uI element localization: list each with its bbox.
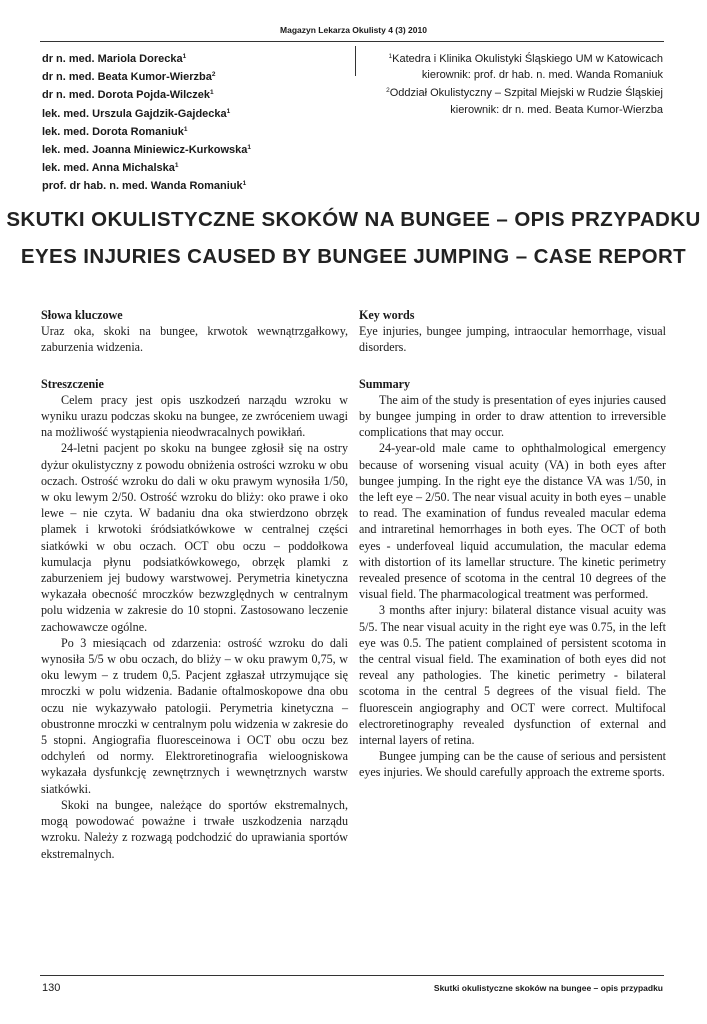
author: dr n. med. Dorota Pojda-Wilczek$^1$ bbox=[42, 89, 214, 102]
summary-paragraph: The aim of the study is presentation of eyes injuries caused by bungee jumping in order to draw attention to irreversible complications that may occur. bbox=[359, 392, 666, 440]
affiliation-line: $^1$Katedra i Klinika Okulistyki Śląskiego UM w Katowicach bbox=[388, 53, 663, 65]
author: dr n. med. Mariola Dorecka$^1$ bbox=[42, 53, 187, 65]
keywords-heading: Słowa kluczowe bbox=[41, 308, 123, 322]
keywords-text: Uraz oka, skoki na bungee, krwotok wewnątrzgałkowy, zaburzenia widzenia. bbox=[41, 324, 348, 355]
footer-rule bbox=[40, 975, 664, 976]
summary-paragraph: Po 3 miesiącach od zdarzenia: ostrość wzroku do dali wynosiła 5/5 w obu oczach, do bliży – w oku prawym 0,75, w oku lewym – z trudem 0,5. Pacjent zgłaszał utrzymujące się mroczki w polu widzenia. Badanie oftalmoskopowe dna obu oczu nie wykazywało patologii. Perymetria kinetyczna – obustronne mroczki w centralnym polu widzenia w zakresie do 5 stopni. Angiografia fluoresceinowa i OCT obu oczu bez odchyleń od normy. Elektroretinografia wieloogniskowa wykazała dysfunkcję zewnętrznych i wewnętrznych warstw siatkówki. bbox=[41, 635, 348, 796]
english-column bbox=[359, 307, 666, 781]
author: lek. med. Anna Michalska$^1$ bbox=[42, 162, 179, 175]
affiliation-line: kierownik: prof. dr hab. n. med. Wanda Romaniuk bbox=[421, 69, 663, 82]
title-polish: SKUTKI OKULISTYCZNE SKOKÓW NA BUNGEE – OPIS PRZYPADKU bbox=[6, 208, 701, 231]
summary-heading: Streszczenie bbox=[41, 376, 104, 391]
summary-paragraph: 24-letni pacjent po skoku na bungee zgłosił się na ostry dyżur okulistyczny z powodu obniżenia ostrości wzroku w obu oczach. Ostrość wzroku do dali w oku prawym wynosiła 1/50, w oku lewym 2/50. Ostrość wzroku do bliży: oko prawe i oko lewe – nie czyta. W badaniu dna oka stwierdzono obrzęk plamek i krwotoki śródsiatkówkowe w centralnej części siatkówki w obu oczach. OCT obu oczu – poddołkowa kumulacja płynu podsiatkówkowego, obrzęk plamki z zaburzeniem jej budowy warstwowej. Perymetria kinetyczna wykazała obecność mroczków bezwzględnych w centralnym polu widzenia w zakresie do 10 stopni. Zastosowano leczenie zachowawcze ogólne. bbox=[41, 441, 348, 634]
keywords-heading: Key words bbox=[359, 308, 415, 322]
page-number: 130 bbox=[42, 982, 61, 994]
summary-paragraph: Skoki na bungee, należące do sportów ekstremalnych, mogą powodować poważne i trwałe uszkodzenia narządu wzroku. Należy z rozwagą podchodzić do uprawiania sportów ekstremalnych. bbox=[41, 797, 348, 861]
author: dr n. med. Beata Kumor-Wierzba$^2$ bbox=[42, 71, 216, 84]
summary-paragraph: Bungee jumping can be the cause of serious and persistent eyes injuries. We should carefully approach the extreme sports. bbox=[359, 749, 666, 780]
affiliation-line: $^2$Oddział Okulistyczny – Szpital Miejski w Rudzie Śląskiej bbox=[386, 87, 663, 100]
author: lek. med. Urszula Gajdzik-Gajdecka$^1$ bbox=[42, 107, 231, 120]
affiliation-line: kierownik: dr n. med. Beata Kumor-Wierzba bbox=[450, 103, 663, 116]
title-english: EYES INJURIES CAUSED BY BUNGEE JUMPING – CASE REPORT bbox=[20, 245, 687, 268]
summary-paragraph: Celem pracy jest opis uszkodzeń narządu wzroku w wyniku urazu podczas skoku na bungee, ze zwróceniem uwagi na możliwość wystąpienia nieodwracalnych powikłań. bbox=[41, 392, 348, 440]
keywords-text: Eye injuries, bungee jumping, intraocular hemorrhage, visual disorders. bbox=[359, 324, 666, 355]
running-title: Skutki okulistyczne skoków na bungee – opis przypadku bbox=[433, 983, 663, 993]
summary-heading: Summary bbox=[359, 376, 411, 391]
author: lek. med. Dorota Romaniuk$^1$ bbox=[42, 125, 188, 138]
journal-header: Magazyn Lekarza Okulisty 4 (3) 2010 bbox=[280, 25, 427, 35]
summary-paragraph: 24-year-old male came to ophthalmological emergency because of worsening visual acuity (VA) in both eyes after bungee jumping. In the right eye the distance VA was 1/50, in the left eye – 2/50. The near visual acuity in both eyes – unable to read. The examination of fundus revealed macular edema and intraretinal hemorrhages in both eyes. The OCT of both eyes - underfoveal liquid accumulation, the macular edema with distortion of its lamellar structure. The kinetic perimetry revealed presence of scotoma in the central 10 degrees of the visual field. The pharmacological treatment was performed. bbox=[359, 441, 666, 602]
author-list bbox=[42, 49, 342, 195]
header-rule bbox=[40, 41, 664, 42]
polish-column bbox=[41, 307, 348, 862]
author: prof. dr hab. n. med. Wanda Romaniuk$^1$ bbox=[42, 180, 247, 193]
author: lek. med. Joanna Miniewicz-Kurkowska$^1$ bbox=[42, 144, 252, 157]
summary-paragraph: 3 months after injury: bilateral distance visual acuity was 5/5. The near visual acuity in the right eye was 0.75, in the left eye was 0.5. The patient complained of persistent scotoma in the central visual field. The examination of both eyes did not reveal any pathologies. The kinetic perimetry - bilateral scotoma in the central 5 degrees of the visual field. The fluorescein angiography and OCT were correct. Multifocal electroretinography revealed dysfunction of external and internal layers of retina. bbox=[359, 603, 666, 748]
affiliations bbox=[343, 49, 663, 118]
